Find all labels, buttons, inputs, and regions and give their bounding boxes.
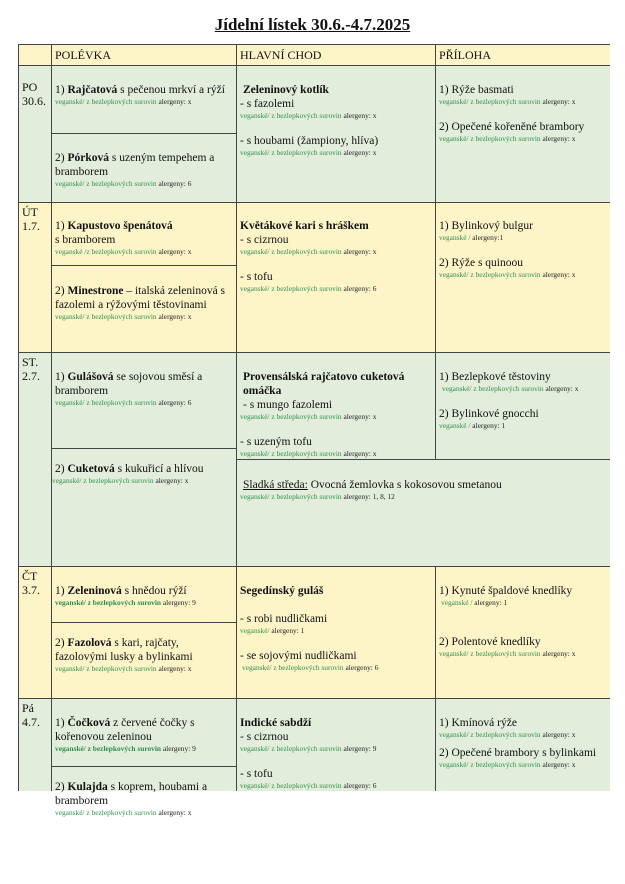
diet-info: veganské/ z bezlepkových surovin alergeny: x xyxy=(240,111,377,120)
header-empty-cell xyxy=(19,45,52,66)
diet-info: veganské/ z bezlepkových surovin alergeny: 6 xyxy=(240,284,377,293)
diet-info: veganské/ alergeny: 1 xyxy=(240,626,305,635)
main-title: Segedínský guláš xyxy=(240,585,324,597)
friday-main: Indické sabdží - s cizrnou veganské/ z bezlepkových surovin alergeny: 9 - s tofu veganské/ z bezlepkových surovin alergeny: 6 xyxy=(237,699,436,791)
monday-main: Zeleninový kotlík - s fazolemi veganské/ z bezlepkových surovin alergeny: x - s houbami (žampiony, hlíva) veganské/ z bezlepkových surovin alergeny: x xyxy=(237,66,436,203)
tuesday-soup-1: 1) Kapustovo špenátová s bramborem veganské /z bezlepkových surovin alergeny: x xyxy=(52,203,237,266)
monday-soup-2: 2) Pórková s uzeným tempehem a bramborem veganské/ z bezlepkových surovin alergeny: 6 xyxy=(52,134,237,203)
main-title: Květákové kari s hráškem xyxy=(240,220,369,232)
wednesday-sweet: Sladká středa: Ovocná žemlovka s kokosovou smetanou veganské/ z bezlepkových surovin alergeny: 1, 8, 12 xyxy=(237,460,610,567)
diet-info: veganské/ z bezlepkových surovin alergeny: x xyxy=(240,247,377,256)
diet-info: veganské /z bezlepkových surovin alergeny: x xyxy=(55,247,192,256)
thursday-main: Segedínský guláš - s robi nudličkami veganské/ alergeny: 1 - se sojovými nudličkami veganské/ z bezlepkových surovin alergeny: 6 xyxy=(237,567,436,699)
diet-info: veganské/ z bezlepkových surovin alergeny: x xyxy=(55,97,192,106)
diet-info: veganské/ z bezlepkových surovin alergeny: 6 xyxy=(240,781,377,790)
diet-info: veganské/ z bezlepkových surovin alergeny: x xyxy=(240,148,377,157)
diet-info: veganské / alergeny: 1 xyxy=(441,598,508,607)
thursday-soup-1: 1) Zeleninová s hnědou rýží veganské/ z bezlepkových surovin alergeny: 9 xyxy=(52,567,237,623)
header-soup: POLÉVKA xyxy=(52,45,237,66)
tuesday-main: Květákové kari s hráškem - s cizrnou veganské/ z bezlepkových surovin alergeny: x - s tofu veganské/ z bezlepkových surovin alergeny: 6 xyxy=(237,203,436,353)
wednesday-soup-2: 2) Cuketová s kukuřicí a hlívou veganské/ z bezlepkových surovin alergeny: x xyxy=(52,449,237,567)
diet-info: veganské/ z bezlepkových surovin alergeny: x xyxy=(439,97,576,106)
wednesday-soup-1: 1) Gulášová se sojovou směsí a bramborem veganské/ z bezlepkových surovin alergeny: 6 xyxy=(52,353,237,449)
main-title: Zeleninový kotlík xyxy=(243,84,329,96)
diet-info: veganské/ z bezlepkových surovin alergeny: 9 xyxy=(55,598,196,607)
day-cell-monday xyxy=(19,66,52,203)
day-cell-wednesday: ST. 2.7. xyxy=(19,353,52,567)
wednesday-main: Provensálská rajčatovo cuketová omáčka - s mungo fazolemi veganské/ z bezlepkových surovin alergeny: x - s uzeným tofu veganské/ z bezlepkových surovin alergeny: x xyxy=(237,353,436,460)
diet-info: veganské/ z bezlepkových surovin alergeny: 6 xyxy=(55,398,192,407)
page-title: Jídelní lístek 30.6.-4.7.2025 xyxy=(214,15,411,34)
day-cell-thursday: ČT 3.7. xyxy=(19,567,52,699)
diet-info: veganské/ z bezlepkových surovin alergeny: x xyxy=(55,664,192,673)
thursday-soup-2: 2) Fazolová s kari, rajčaty, fazolovými lusky a bylinkami veganské/ z bezlepkových surovin alergeny: x xyxy=(52,623,237,699)
soup-name: Kulajda xyxy=(67,781,108,793)
diet-info: veganské/ z bezlepkových surovin alergeny: x xyxy=(52,476,189,485)
thursday-side: 1) Kynuté špaldové knedlíky veganské / alergeny: 1 2) Polentové knedlíky veganské/ z bezlepkových surovin alergeny: x xyxy=(436,567,610,699)
diet-info: veganské/ z bezlepkových surovin alergeny: x xyxy=(439,649,576,658)
friday-soup-2: 2) Kulajda s koprem, houbami a bramborem veganské/ z bezlepkových surovin alergeny: x xyxy=(52,767,237,791)
diet-info: veganské/ z bezlepkových surovin alergeny: x xyxy=(439,270,576,279)
sweet-label: Sladká středa: xyxy=(243,479,308,491)
diet-info: veganské/ z bezlepkových surovin alergeny: 9 xyxy=(55,744,196,753)
diet-info: veganské/ z bezlepkových surovin alergeny: x xyxy=(442,384,579,393)
tuesday-side: 1) Bylinkový bulgur veganské / alergeny:1 2) Rýže s quinoou veganské/ z bezlepkových surovin alergeny: x xyxy=(436,203,610,353)
header-side: PŘÍLOHA xyxy=(436,45,610,66)
diet-info: veganské/ z bezlepkových surovin alergeny: x xyxy=(439,760,576,769)
diet-info: veganské/ z bezlepkových surovin alergeny: x xyxy=(439,730,576,739)
tuesday-soup-2: 2) Minestrone – italská zeleninová s fazolemi a rýžovými těstovinami veganské/ z bezlepkových surovin alergeny: x xyxy=(52,266,237,353)
main-title: Provensálská rajčatovo cuketová omáčka xyxy=(243,371,405,397)
diet-info: veganské / alergeny:1 xyxy=(439,233,504,242)
diet-info: veganské/ z bezlepkových surovin alergeny: x xyxy=(240,412,377,421)
diet-info: veganské/ z bezlepkových surovin alergeny: x xyxy=(55,808,192,817)
diet-info: veganské/ z bezlepkových surovin alergeny: 1, 8, 12 xyxy=(240,492,395,501)
day-cell-tuesday: ÚT 1.7. xyxy=(19,203,52,353)
monday-side: 1) Rýže basmati veganské/ z bezlepkových surovin alergeny: x 2) Opečené kořeněné brambory veganské/ z bezlepkových surovin alergeny: x xyxy=(436,66,610,203)
diet-info: veganské/ z bezlepkových surovin alergeny: x xyxy=(240,449,377,458)
wednesday-side: 1) Bezlepkové těstoviny veganské/ z bezlepkových surovin alergeny: x 2) Bylinkové gnocchi veganské / alergeny: 1 xyxy=(436,353,610,460)
soup-name: Zeleninová xyxy=(67,585,122,597)
menu-table xyxy=(18,44,610,817)
day-code: PO xyxy=(22,80,38,94)
soup-name: Čočková xyxy=(67,717,111,729)
diet-info: veganské/ z bezlepkových surovin alergeny: x xyxy=(55,312,192,321)
soup-name: Rajčatová xyxy=(67,84,118,96)
diet-info: veganské/ z bezlepkových surovin alergeny: x xyxy=(439,134,576,143)
main-title: Indické sabdží xyxy=(240,717,312,729)
soup-name: Pórková xyxy=(67,152,109,164)
diet-info: veganské/ z bezlepkových surovin alergeny: 6 xyxy=(242,663,379,672)
diet-info: veganské / alergeny: 1 xyxy=(439,421,506,430)
friday-soup-1: 1) Čočková z červené čočky s kořenovou zeleninou veganské/ z bezlepkových surovin alergeny: 9 xyxy=(52,699,237,767)
monday-soup-1: 1) Rajčatová s pečenou mrkví a rýží veganské/ z bezlepkových surovin alergeny: x xyxy=(52,66,237,134)
soup-name: Minestrone xyxy=(67,285,124,297)
diet-info: veganské/ z bezlepkových surovin alergeny: 6 xyxy=(55,179,192,188)
soup-name: Gulášová xyxy=(67,371,114,383)
friday-side: 1) Kmínová rýže veganské/ z bezlepkových surovin alergeny: x 2) Opečené brambory s bylinkami veganské/ z bezlepkových surovin alergeny: x xyxy=(436,699,610,791)
soup-name: Fazolová xyxy=(67,637,112,649)
soup-name: Cuketová xyxy=(67,463,115,475)
diet-info: veganské/ z bezlepkových surovin alergeny: 9 xyxy=(240,744,377,753)
day-date: 30.6. xyxy=(22,94,46,108)
header-main: HLAVNÍ CHOD xyxy=(237,45,436,66)
day-cell-friday: Pá 4.7. xyxy=(19,699,52,791)
soup-name: Kapustovo špenátová xyxy=(67,220,173,232)
